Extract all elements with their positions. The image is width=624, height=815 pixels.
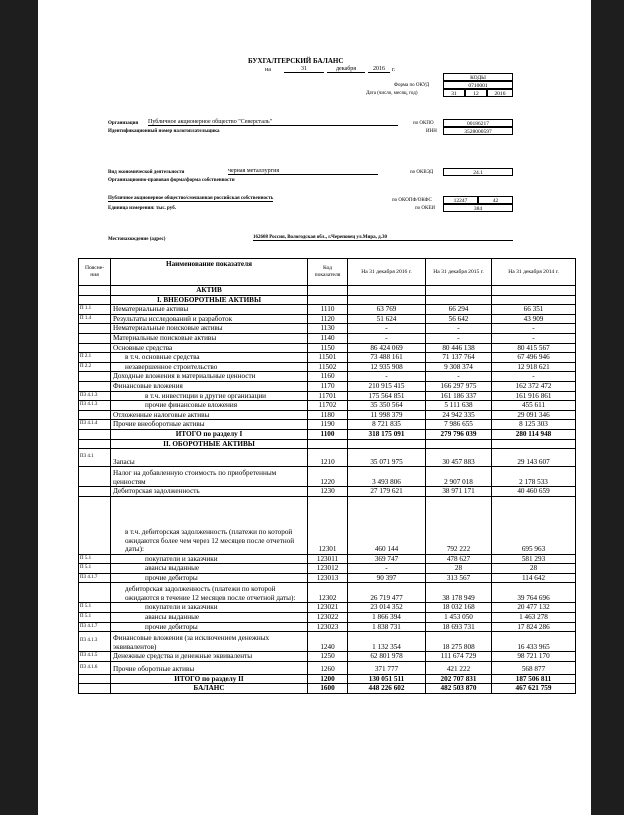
cell-code: 1120	[308, 314, 348, 324]
cell-2014	[492, 286, 576, 296]
cell-code: 1250	[308, 652, 348, 662]
cell-name: Прочие внеоборотные активы	[111, 420, 308, 430]
table-row	[79, 343, 576, 353]
cell-2016	[348, 295, 426, 305]
cell-name: прочие дебиторы	[111, 573, 308, 583]
cell-section: П 5.1	[79, 554, 111, 564]
cell-2015: 18 693 731	[426, 622, 492, 632]
cell-2015: 9 308 374	[426, 362, 492, 372]
cell-2016: 460 144	[348, 496, 426, 554]
cell-2016: 73 488 161	[348, 353, 426, 363]
okei-code: 384	[443, 204, 513, 212]
cell-name: Дебиторская задолженность	[111, 487, 308, 497]
cell-name: II. ОБОРОТНЫЕ АКТИВЫ	[111, 439, 308, 449]
cell-section: П3 4.1.4	[79, 420, 111, 430]
cell-2015: 111 674 729	[426, 652, 492, 662]
cell-code: 1190	[308, 420, 348, 430]
cell-2015: 202 707 831	[426, 674, 492, 684]
table-row	[79, 573, 576, 583]
cell-section	[79, 496, 111, 554]
balance-table	[78, 258, 576, 694]
cell-2015: 421 222	[426, 661, 492, 674]
cell-2015: 18 275 808	[426, 632, 492, 652]
cell-code: 123023	[308, 622, 348, 632]
okfs-code: 42	[478, 196, 513, 204]
cell-code: 1170	[308, 381, 348, 391]
cell-2014	[492, 439, 576, 449]
cell-name: Результаты исследований и разработок	[111, 314, 308, 324]
cell-2015: 1 453 050	[426, 613, 492, 623]
table-row	[79, 324, 576, 334]
cell-2014: 695 963	[492, 496, 576, 554]
cell-2015	[426, 286, 492, 296]
cell-code: 1210	[308, 449, 348, 467]
cell-2015: 66 294	[426, 305, 492, 315]
document-page	[38, 0, 591, 815]
cell-2014: 2 178 533	[492, 467, 576, 487]
cell-2016	[348, 439, 426, 449]
cell-section	[79, 684, 111, 694]
cell-code: 11702	[308, 401, 348, 411]
cell-2016: 26 719 477	[348, 583, 426, 603]
header-name: Наименование показателя	[111, 259, 308, 286]
table-row	[79, 467, 576, 487]
cell-2014: 17 824 286	[492, 622, 576, 632]
table-header-row	[79, 259, 576, 286]
table-row	[79, 661, 576, 674]
cell-code: 1180	[308, 410, 348, 420]
cell-name: БАЛАНС	[111, 684, 308, 694]
table-row	[79, 652, 576, 662]
document-title: БУХГАЛТЕРСКИЙ БАЛАНС	[248, 57, 344, 65]
cell-2015: 166 297 975	[426, 381, 492, 391]
table-row	[79, 613, 576, 623]
form-label: Организационно-правовая форма/форма собственности	[108, 178, 235, 183]
cell-2014: 67 496 946	[492, 353, 576, 363]
cell-2014: 20 477 132	[492, 603, 576, 613]
cell-code: 1100	[308, 429, 348, 439]
report-date-day: 31	[443, 89, 465, 97]
cell-2014: 280 114 948	[492, 429, 576, 439]
cell-2016: 63 769	[348, 305, 426, 315]
cell-code: 1230	[308, 487, 348, 497]
cell-2016: 51 624	[348, 314, 426, 324]
cell-2014: 161 916 861	[492, 391, 576, 401]
cell-code: 123013	[308, 573, 348, 583]
cell-2015: 56 642	[426, 314, 492, 324]
cell-2014: 162 372 472	[492, 381, 576, 391]
cell-section: П3 4.1.3	[79, 391, 111, 401]
cell-code: 11701	[308, 391, 348, 401]
okved-code: 24.1	[443, 168, 513, 176]
cell-name: Доходные вложения в материальные ценности	[111, 372, 308, 382]
cell-code: 11502	[308, 362, 348, 372]
cell-2015	[426, 439, 492, 449]
okei-label: по ОКЕИ	[415, 206, 436, 211]
date-day: 31	[284, 66, 324, 73]
cell-2014: -	[492, 372, 576, 382]
cell-2015: 478 627	[426, 554, 492, 564]
cell-2014: 40 460 659	[492, 487, 576, 497]
cell-name: покупатели и заказчики	[111, 554, 308, 564]
cell-2016: -	[348, 372, 426, 382]
form-value: Публичное акционерное общество/смешанная российская собственность	[108, 196, 274, 201]
cell-2014: 29 143 607	[492, 449, 576, 467]
table-row	[79, 496, 576, 554]
cell-2015: 313 567	[426, 573, 492, 583]
cell-2014: 568 877	[492, 661, 576, 674]
table-row	[79, 286, 576, 296]
cell-name: в т.ч. инвестиции в другие организации	[111, 391, 308, 401]
cell-section: П3 4.1.3	[79, 632, 111, 652]
cell-section: П 5.1	[79, 613, 111, 623]
cell-name: в т.ч. дебиторская задолженность (платежи по которой ожидаются более чем через 12 месяцев после отчетной даты):	[111, 496, 308, 554]
org-label: Организация	[108, 121, 139, 126]
table-row	[79, 429, 576, 439]
cell-2016: -	[348, 324, 426, 334]
cell-2015: 38 178 949	[426, 583, 492, 603]
okud-code: 0710001	[443, 81, 513, 89]
cell-section: П 5.1	[79, 564, 111, 574]
codes-header: КОДЫ	[443, 73, 513, 81]
cell-code: 1240	[308, 632, 348, 652]
cell-name: незавершенное строительство	[111, 362, 308, 372]
cell-code: 1110	[308, 305, 348, 315]
cell-section	[79, 343, 111, 353]
cell-section: П3 4.1.3	[79, 401, 111, 411]
okopf-code: 12247	[443, 196, 478, 204]
cell-2015: 7 986 655	[426, 420, 492, 430]
cell-2016: 130 051 511	[348, 674, 426, 684]
table-row	[79, 439, 576, 449]
okpo-code: 00186217	[443, 119, 513, 127]
cell-2016: 12 935 908	[348, 362, 426, 372]
cell-code: 123021	[308, 603, 348, 613]
cell-2016	[348, 286, 426, 296]
cell-section: П3 4.1.6	[79, 661, 111, 674]
cell-2015: 80 446 138	[426, 343, 492, 353]
cell-2015: 71 137 764	[426, 353, 492, 363]
table-row	[79, 353, 576, 363]
cell-name: ИТОГО по разделу II	[111, 674, 308, 684]
cell-name: авансы выданные	[111, 613, 308, 623]
cell-2015: 24 942 335	[426, 410, 492, 420]
cell-section	[79, 583, 111, 603]
inn-code: 3528000597	[443, 127, 513, 135]
cell-2015: 30 457 883	[426, 449, 492, 467]
table-row	[79, 295, 576, 305]
date-month: декабря	[327, 66, 365, 73]
cell-2014: 114 642	[492, 573, 576, 583]
cell-name: покупатели и заказчики	[111, 603, 308, 613]
table-row	[79, 583, 576, 603]
cell-2016: 371 777	[348, 661, 426, 674]
cell-2016: 1 838 731	[348, 622, 426, 632]
cell-section: П 1.4	[79, 314, 111, 324]
okved-label: по ОКВЭД	[410, 170, 433, 175]
cell-code: 1130	[308, 324, 348, 334]
table-row	[79, 381, 576, 391]
cell-2014: 28	[492, 564, 576, 574]
table-row	[79, 314, 576, 324]
cell-code: 123022	[308, 613, 348, 623]
cell-2014: 39 764 696	[492, 583, 576, 603]
cell-code: 123012	[308, 564, 348, 574]
cell-2016: 1 866 394	[348, 613, 426, 623]
table-row	[79, 632, 576, 652]
cell-name: Нематериальные поисковые активы	[111, 324, 308, 334]
cell-2016: -	[348, 564, 426, 574]
cell-2014: 16 433 965	[492, 632, 576, 652]
cell-2015: 5 111 638	[426, 401, 492, 411]
cell-section	[79, 333, 111, 343]
cell-name: Прочие оборотные активы	[111, 661, 308, 674]
activity-value: черная металлургия	[228, 168, 378, 175]
cell-2014: 29 091 346	[492, 410, 576, 420]
cell-section: П 1.1	[79, 305, 111, 315]
cell-2016: 1 132 354	[348, 632, 426, 652]
cell-name: ИТОГО по разделу I	[111, 429, 308, 439]
table-row	[79, 333, 576, 343]
cell-2014: 43 909	[492, 314, 576, 324]
table-row	[79, 410, 576, 420]
cell-2015: 2 907 018	[426, 467, 492, 487]
cell-section	[79, 372, 111, 382]
cell-section: П 2.1	[79, 353, 111, 363]
cell-2016: 175 564 851	[348, 391, 426, 401]
cell-2015: 792 222	[426, 496, 492, 554]
report-date-year: 2016	[487, 89, 513, 97]
table-row	[79, 622, 576, 632]
table-row	[79, 391, 576, 401]
cell-2016: 11 998 379	[348, 410, 426, 420]
header-code: Код показателя	[308, 259, 348, 286]
cell-2016: 23 014 352	[348, 603, 426, 613]
cell-2015: 161 186 337	[426, 391, 492, 401]
cell-name: АКТИВ	[111, 286, 308, 296]
cell-2015	[426, 295, 492, 305]
cell-name: авансы выданные	[111, 564, 308, 574]
cell-section: П 2.2	[79, 362, 111, 372]
cell-name: Финансовые вложения	[111, 381, 308, 391]
cell-2014: 467 621 759	[492, 684, 576, 694]
activity-label: Вид экономической деятельности	[108, 170, 185, 175]
cell-section	[79, 324, 111, 334]
cell-2016: 318 175 091	[348, 429, 426, 439]
cell-section	[79, 429, 111, 439]
cell-2014: -	[492, 333, 576, 343]
cell-name: Финансовые вложения (за исключением денежных эквивалентов)	[111, 632, 308, 652]
cell-2014: 66 351	[492, 305, 576, 315]
table-row	[79, 684, 576, 694]
report-date-month: 12	[465, 89, 487, 97]
cell-2015: 279 796 039	[426, 429, 492, 439]
cell-2014: 1 463 278	[492, 613, 576, 623]
inn-label-left: Идентификационный номер налогоплательщика	[108, 129, 220, 134]
cell-section	[79, 674, 111, 684]
cell-section: П3 4.1.5	[79, 652, 111, 662]
cell-2014: 12 918 621	[492, 362, 576, 372]
cell-name: Отложенные налоговые активы	[111, 410, 308, 420]
cell-2014: 80 415 567	[492, 343, 576, 353]
cell-section	[79, 487, 111, 497]
cell-section	[79, 439, 111, 449]
table-row	[79, 401, 576, 411]
cell-2015: -	[426, 333, 492, 343]
cell-2014: 581 293	[492, 554, 576, 564]
cell-name: Основные средства	[111, 343, 308, 353]
cell-2016: 3 493 806	[348, 467, 426, 487]
cell-2016: -	[348, 333, 426, 343]
table-row	[79, 487, 576, 497]
cell-name: в т.ч. основные средства	[111, 353, 308, 363]
cell-2015: 28	[426, 564, 492, 574]
header-2016: На 31 декабря 2016 г.	[348, 259, 426, 286]
cell-2015: 482 503 870	[426, 684, 492, 694]
cell-2016: 448 226 602	[348, 684, 426, 694]
cell-2014: 8 125 303	[492, 420, 576, 430]
header-2014: На 31 декабря 2014 г.	[492, 259, 576, 286]
cell-section	[79, 410, 111, 420]
date-prefix: на	[265, 67, 271, 73]
header-section: Поясне-ния	[79, 259, 111, 286]
table-row	[79, 449, 576, 467]
table-row	[79, 420, 576, 430]
cell-2015: 38 971 171	[426, 487, 492, 497]
cell-2016: 86 424 069	[348, 343, 426, 353]
cell-2016: 27 179 621	[348, 487, 426, 497]
cell-name: прочие финансовые вложения	[111, 401, 308, 411]
org-name: Публичное акционерное общество "Северсталь"	[148, 119, 398, 126]
cell-code: 1140	[308, 333, 348, 343]
cell-code: 11501	[308, 353, 348, 363]
cell-code: 12302	[308, 583, 348, 603]
table-row	[79, 564, 576, 574]
cell-name: Налог на добавленную стоимость по приобретенным ценностям	[111, 467, 308, 487]
cell-name: прочие дебиторы	[111, 622, 308, 632]
okpo-label: по ОКПО	[413, 121, 434, 126]
cell-2016: 62 801 978	[348, 652, 426, 662]
table-row	[79, 603, 576, 613]
cell-code	[308, 439, 348, 449]
cell-name: Материальные поисковые активы	[111, 333, 308, 343]
cell-section: П3 4.1	[79, 449, 111, 467]
cell-section: П 5.1	[79, 603, 111, 613]
date-suffix: г.	[392, 67, 396, 73]
cell-2016: 90 397	[348, 573, 426, 583]
cell-2016: 369 747	[348, 554, 426, 564]
cell-2014	[492, 295, 576, 305]
cell-2014: -	[492, 324, 576, 334]
cell-2016: 35 350 564	[348, 401, 426, 411]
cell-section	[79, 286, 111, 296]
cell-code	[308, 286, 348, 296]
cell-name: Нематериальные активы	[111, 305, 308, 315]
okopf-label: по ОКОПФ/ОКФС	[392, 198, 432, 203]
cell-2014: 455 611	[492, 401, 576, 411]
table-row	[79, 554, 576, 564]
table-row	[79, 305, 576, 315]
unit-label: Единица измерения: тыс. руб.	[108, 206, 176, 211]
inn-label: ИНН	[426, 129, 437, 134]
cell-code: 123011	[308, 554, 348, 564]
cell-name: дебиторская задолженность (платежи по которой ожидаются в течение 12 месяцев после отчетной даты):	[111, 583, 308, 603]
cell-code: 1150	[308, 343, 348, 353]
report-date-label: Дата (число, месяц, год)	[366, 91, 418, 96]
cell-section: П3 4.1.7	[79, 622, 111, 632]
table-row	[79, 362, 576, 372]
header-2015: На 31 декабря 2015 г.	[426, 259, 492, 286]
cell-2014: 98 721 170	[492, 652, 576, 662]
cell-section	[79, 381, 111, 391]
date-year: 2016	[368, 66, 390, 73]
cell-code	[308, 295, 348, 305]
cell-2015: 18 032 168	[426, 603, 492, 613]
cell-section: П3 4.1.7	[79, 573, 111, 583]
cell-code: 1200	[308, 674, 348, 684]
cell-name: Запасы	[111, 449, 308, 467]
cell-code: 12301	[308, 496, 348, 554]
cell-2015: -	[426, 372, 492, 382]
cell-section	[79, 295, 111, 305]
cell-2016: 35 071 975	[348, 449, 426, 467]
cell-code: 1220	[308, 467, 348, 487]
cell-code: 1600	[308, 684, 348, 694]
cell-section	[79, 467, 111, 487]
cell-name: Денежные средства и денежные эквиваленты	[111, 652, 308, 662]
cell-2016: 210 915 415	[348, 381, 426, 391]
okud-label: Форма по ОКУД	[394, 83, 430, 88]
table-row	[79, 372, 576, 382]
cell-2015: -	[426, 324, 492, 334]
cell-code: 1260	[308, 661, 348, 674]
table-row	[79, 674, 576, 684]
cell-code: 1160	[308, 372, 348, 382]
address-label: Местонахождение (адрес)	[108, 237, 166, 242]
cell-name: I. ВНЕОБОРОТНЫЕ АКТИВЫ	[111, 295, 308, 305]
cell-2016: 8 721 835	[348, 420, 426, 430]
address-value: 162608 Россия, Вологодская обл., г.Череповец ул.Мира, д.30	[253, 235, 513, 241]
cell-2014: 187 506 811	[492, 674, 576, 684]
